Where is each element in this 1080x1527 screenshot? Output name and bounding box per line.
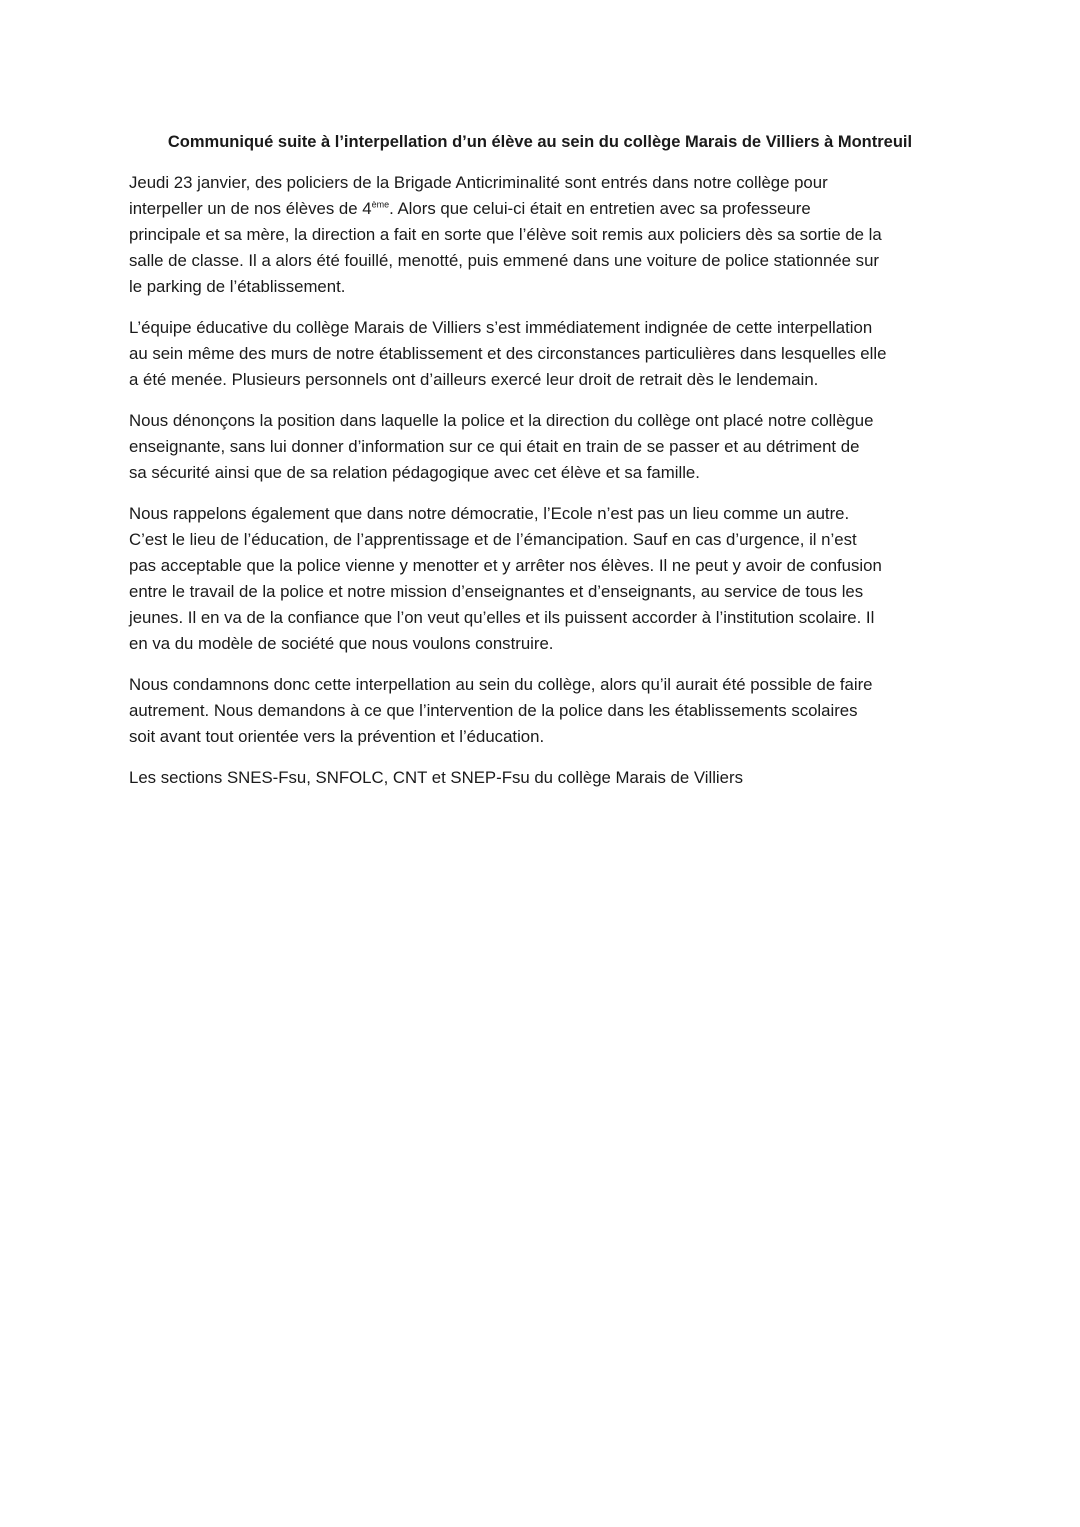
text-line: salle de classe. Il a alors été fouillé, menotté, puis emmené dans une voiture de police stationnée sur [129, 251, 879, 270]
text-line: Nous condamnons donc cette interpellation au sein du collège, alors qu’il aurait été possible de faire [129, 675, 873, 694]
text-line: principale et sa mère, la direction a fait en sorte que l’élève soit remis aux policiers dès sa sortie de la [129, 225, 882, 244]
text-line: le parking de l’établissement. [129, 277, 346, 296]
text-line [129, 196, 959, 222]
superscript: ème [371, 199, 390, 210]
paragraph [129, 672, 959, 750]
text-line: sa sécurité ainsi que de sa relation pédagogique avec cet élève et sa famille. [129, 463, 700, 482]
text-line: autrement. Nous demandons à ce que l’intervention de la police dans les établissements scolaires [129, 701, 858, 720]
text-line: Nous dénonçons la position dans laquelle la police et la direction du collège ont placé notre collègue [129, 411, 874, 430]
paragraph [129, 501, 959, 657]
text-line: C’est le lieu de l’éducation, de l’apprentissage et de l’émancipation. Sauf en cas d’urgence, il n’est [129, 530, 857, 549]
text-line: Jeudi 23 janvier, des policiers de la Brigade Anticriminalité sont entrés dans notre collège pour [129, 173, 828, 192]
paragraph [129, 315, 959, 393]
text-segment: . Alors que celui-ci était en entretien avec sa professeure [389, 199, 811, 218]
paragraph [129, 408, 959, 486]
text-line: enseignante, sans lui donner d’information sur ce qui était en train de se passer et au détriment de [129, 437, 860, 456]
paragraph [129, 170, 959, 300]
signature-line: Les sections SNES-Fsu, SNFOLC, CNT et SNEP-Fsu du collège Marais de Villiers [129, 768, 743, 787]
text-line: a été menée. Plusieurs personnels ont d’ailleurs exercé leur droit de retrait dès le lendemain. [129, 370, 819, 389]
text-line: jeunes. Il en va de la confiance que l’on veut qu’elles et ils puissent accorder à l’institution scolaire. Il [129, 608, 875, 627]
text-line: L’équipe éducative du collège Marais de Villiers s’est immédiatement indignée de cette interpellation [129, 318, 873, 337]
document-body [129, 170, 959, 806]
text-line: soit avant tout orientée vers la prévention et l’éducation. [129, 727, 545, 746]
signature-paragraph [129, 765, 959, 791]
text-segment: interpeller un de nos élèves de 4 [129, 199, 372, 218]
text-line: entre le travail de la police et notre mission d’enseignantes et d’enseignants, au service de tous les [129, 582, 864, 601]
text-line: Nous rappelons également que dans notre démocratie, l’Ecole n’est pas un lieu comme un autre. [129, 504, 850, 523]
text-line: au sein même des murs de notre établissement et des circonstances particulières dans lesquelles elle [129, 344, 887, 363]
text-line: en va du modèle de société que nous voulons construire. [129, 634, 554, 653]
text-line: pas acceptable que la police vienne y menotter et y arrêter nos élèves. Il ne peut y avoir de confusion [129, 556, 882, 575]
document-title: Communiqué suite à l’interpellation d’un élève au sein du collège Marais de Villiers à Montreuil [167, 133, 913, 151]
